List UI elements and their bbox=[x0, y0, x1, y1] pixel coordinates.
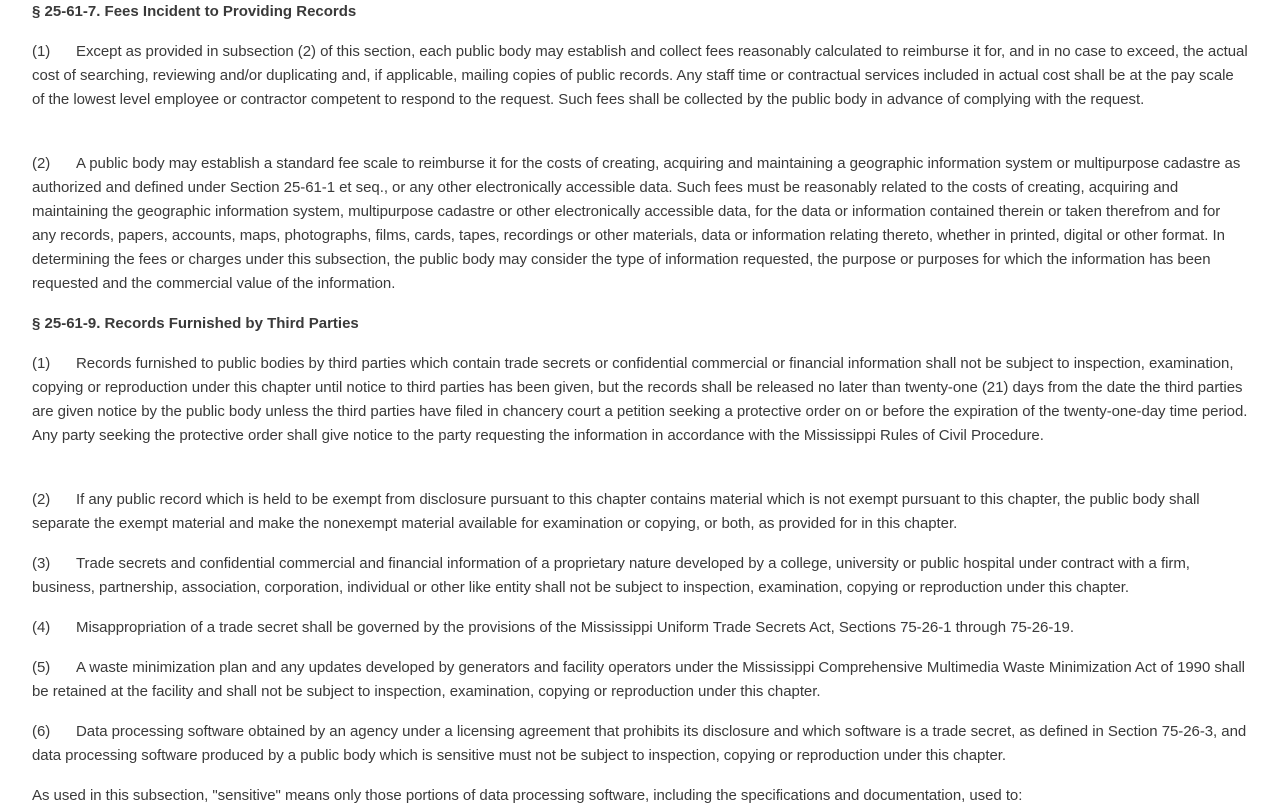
trailing-paragraph: As used in this subsection, "sensitive" means only those portions of data processing software, including the specifications and documentation, used to: bbox=[32, 787, 1023, 804]
paragraph-text: Data processing software obtained by an agency under a licensing agreement that prohibits its disclosure and which software is a trade secret, as defined in Section 75-26-3, and data processing software produced by a public body which is sensitive must not be subject to inspection, copying or reproduction under this chapter. bbox=[32, 723, 1247, 764]
paragraph-number: (4) bbox=[32, 619, 51, 636]
paragraph-25-61-9-2 bbox=[32, 488, 1248, 536]
paragraph-25-61-7-2 bbox=[32, 152, 1248, 296]
paragraph-text: A waste minimization plan and any updates developed by generators and facility operators under the Mississippi Comprehensive Multimedia Waste Minimization Act of 1990 shall be retained at the facility and shall not be subject to inspection, examination, copying or reproduction under this chapter. bbox=[32, 659, 1245, 700]
paragraph-25-61-9-6 bbox=[32, 720, 1248, 768]
section-heading-25-61-7: § 25-61-7. Fees Incident to Providing Records bbox=[32, 3, 357, 20]
paragraph-number: (1) bbox=[32, 43, 51, 60]
paragraph-number: (3) bbox=[32, 555, 51, 572]
paragraph-25-61-9-5 bbox=[32, 656, 1248, 704]
paragraph-number: (1) bbox=[32, 355, 51, 372]
paragraph-text: Except as provided in subsection (2) of this section, each public body may establish and collect fees reasonably calculated to reimburse it for, and in no case to exceed, the actual cost of searching, reviewing and/or duplicating and, if applicable, mailing copies of public records. Any staff time or contractual services included in actual cost shall be at the pay scale of the lowest level employee or contractor competent to respond to the request. Such fees shall be collected by the public body in advance of complying with the request. bbox=[32, 43, 1248, 108]
paragraph-25-61-9-1 bbox=[32, 352, 1248, 448]
paragraph-25-61-9-3 bbox=[32, 552, 1248, 600]
paragraph-text: Records furnished to public bodies by third parties which contain trade secrets or confidential commercial or financial information shall not be subject to inspection, examination, copying or reproduction under this chapter until notice to third parties has been given, but the records shall be released no later than twenty-one (21) days from the date the third parties are given notice by the public body unless the third parties have filed in chancery court a petition seeking a protective order on or before the expiration of the twenty-one-day time period. Any party seeking the protective order shall give notice to the party requesting the information in accordance with the Mississippi Rules of Civil Procedure. bbox=[32, 355, 1248, 444]
paragraph-text: Misappropriation of a trade secret shall be governed by the provisions of the Mississippi Uniform Trade Secrets Act, Sections 75-26-1 through 75-26-19. bbox=[76, 619, 1074, 636]
paragraph-number: (2) bbox=[32, 491, 51, 508]
paragraph-25-61-9-4 bbox=[32, 616, 1248, 640]
paragraph-number: (6) bbox=[32, 723, 51, 740]
paragraph-number: (5) bbox=[32, 659, 51, 676]
paragraph-text: Trade secrets and confidential commercial and financial information of a proprietary nature developed by a college, university or public hospital under contract with a firm, business, partnership, association, corporation, individual or other like entity shall not be subject to inspection, examination, copying or reproduction under this chapter. bbox=[32, 555, 1190, 596]
paragraph-number: (2) bbox=[32, 155, 51, 172]
section-heading-25-61-9: § 25-61-9. Records Furnished by Third Parties bbox=[32, 315, 359, 332]
paragraph-text: If any public record which is held to be exempt from disclosure pursuant to this chapter contains material which is not exempt pursuant to this chapter, the public body shall separate the exempt material and make the nonexempt material available for examination or copying, or both, as provided for in this chapter. bbox=[32, 491, 1200, 532]
paragraph-text: A public body may establish a standard fee scale to reimburse it for the costs of creating, acquiring and maintaining a geographic information system or multipurpose cadastre as authorized and defined under Section 25-61-1 et seq., or any other electronically accessible data. Such fees must be reasonably related to the costs of creating, acquiring and maintaining the geographic information system, multipurpose cadastre or other electronically accessible data, for the data or information contained therein or taken therefrom and for any records, papers, accounts, maps, photographs, films, cards, tapes, recordings or other materials, data or information relating thereto, whether in printed, digital or other format. In determining the fees or charges under this subsection, the public body may consider the type of information requested, the purpose or purposes for which the information has been requested and the commercial value of the information. bbox=[32, 155, 1241, 292]
paragraph-25-61-7-1 bbox=[32, 40, 1248, 112]
